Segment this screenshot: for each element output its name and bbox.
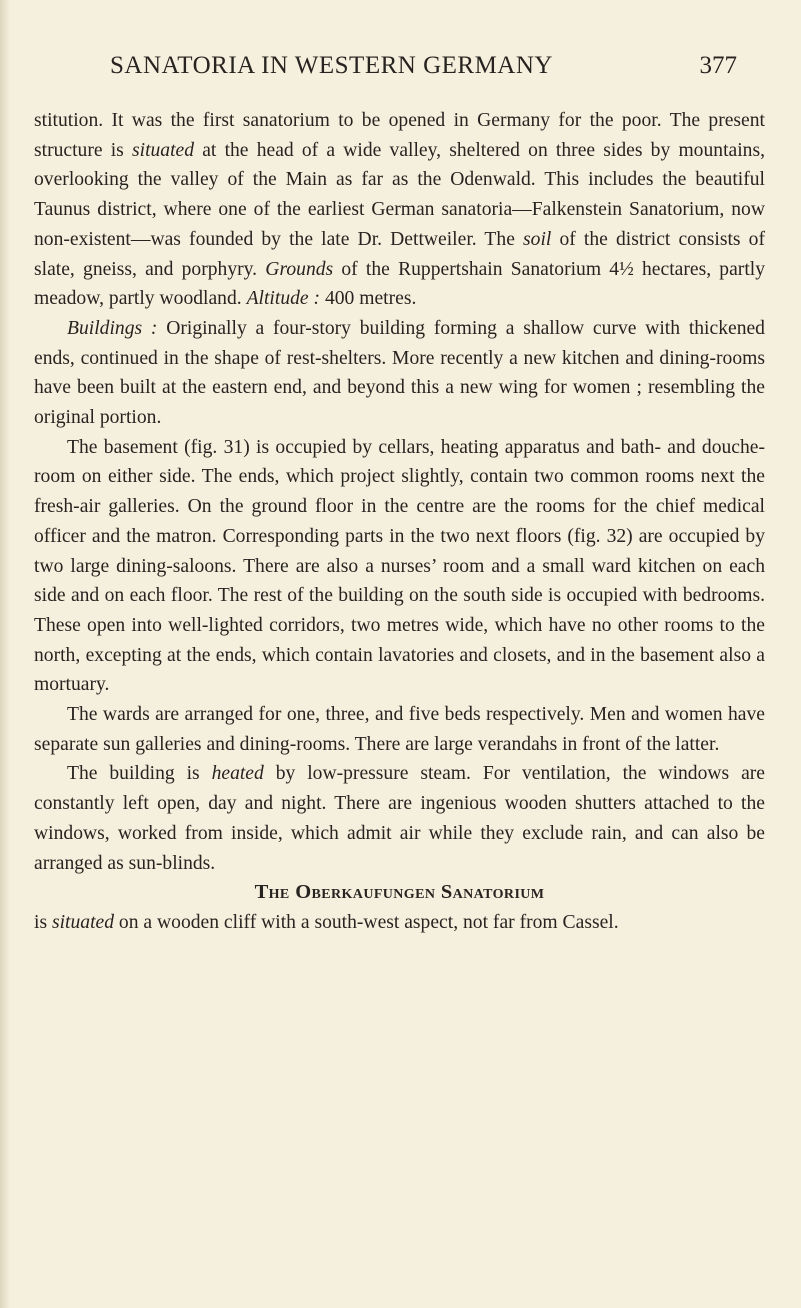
italic-term: soil [523, 228, 552, 250]
section-heading: The Oberkaufungen Sanatorium [254, 881, 545, 904]
page-number: 377 [699, 52, 737, 79]
italic-term: situated [132, 139, 195, 161]
italic-term: situated [51, 911, 115, 933]
body-text [34, 106, 765, 938]
paragraph: The wards are arranged for one, three, and five beds respectively. Men and women have separate sun galleries and dining-rooms. There are large verandahs in front of the latter. [34, 704, 765, 755]
italic-term: Grounds [265, 258, 334, 280]
paragraph: Buildings : Originally a four-story building forming a shallow curve with thickened ends, continued in the shape of rest-shelters. More recently a new kitchen and dining-rooms have been built at the eastern end, and beyond this a new wing for women ; resembling the original portion. [34, 317, 765, 429]
paragraph: is situated on a wooden cliff with a south-west aspect, not far from Cassel. [34, 911, 619, 933]
running-title: SANATORIA IN WESTERN GERMANY [110, 52, 553, 79]
paragraph: stitution. It was the first sanatorium to be opened in Germany for the poor. The present structure is situated at the head of a wide valley, sheltered on three sides by mountains, overlooking the valley of the Main as far as the Odenwald. This includes the beautiful Taunus district, where one of the earliest German sanatoria—Falkenstein Sanatorium, now non-existent—was founded by the late Dr. Dettweiler. The soil of the district consists of slate, gneiss, and porphyry. Grounds of the Ruppertshain Sanatorium 4½ hectares, partly meadow, partly woodland. Altitude : 400 metres. [34, 110, 766, 310]
page-edge [0, 0, 10, 1308]
italic-term: Buildings : [67, 317, 158, 339]
running-head [0, 52, 801, 88]
paragraph: The building is heated by low-pressure steam. For ventilation, the windows are constantly left open, day and night. There are ingenious wooden shutters attached to the windows, worked from inside, which admit air while they exclude rain, and can also be arranged as sun-blinds. [34, 763, 765, 874]
italic-term: heated [211, 763, 264, 785]
paragraph: The basement (fig. 31) is occupied by cellars, heating apparatus and bath- and douche-room on either side. The ends, which project slightly, contain two common rooms next the fresh-air galleries. On the ground floor in the centre are the rooms for the chief medical officer and the matron. Corresponding parts in the two next floors (fig. 32) are occupied by two large dining-saloons. There are also a nurses’ room and a small ward kitchen on each side and on each floor. The rest of the building on the south side is occupied with bedrooms. These open into well-lighted corridors, two metres wide, which have no other rooms to the north, excepting at the ends, which contain lavatories and closets, and in the basement also a mortuary. [34, 436, 765, 696]
italic-term: Altitude : [246, 288, 321, 310]
